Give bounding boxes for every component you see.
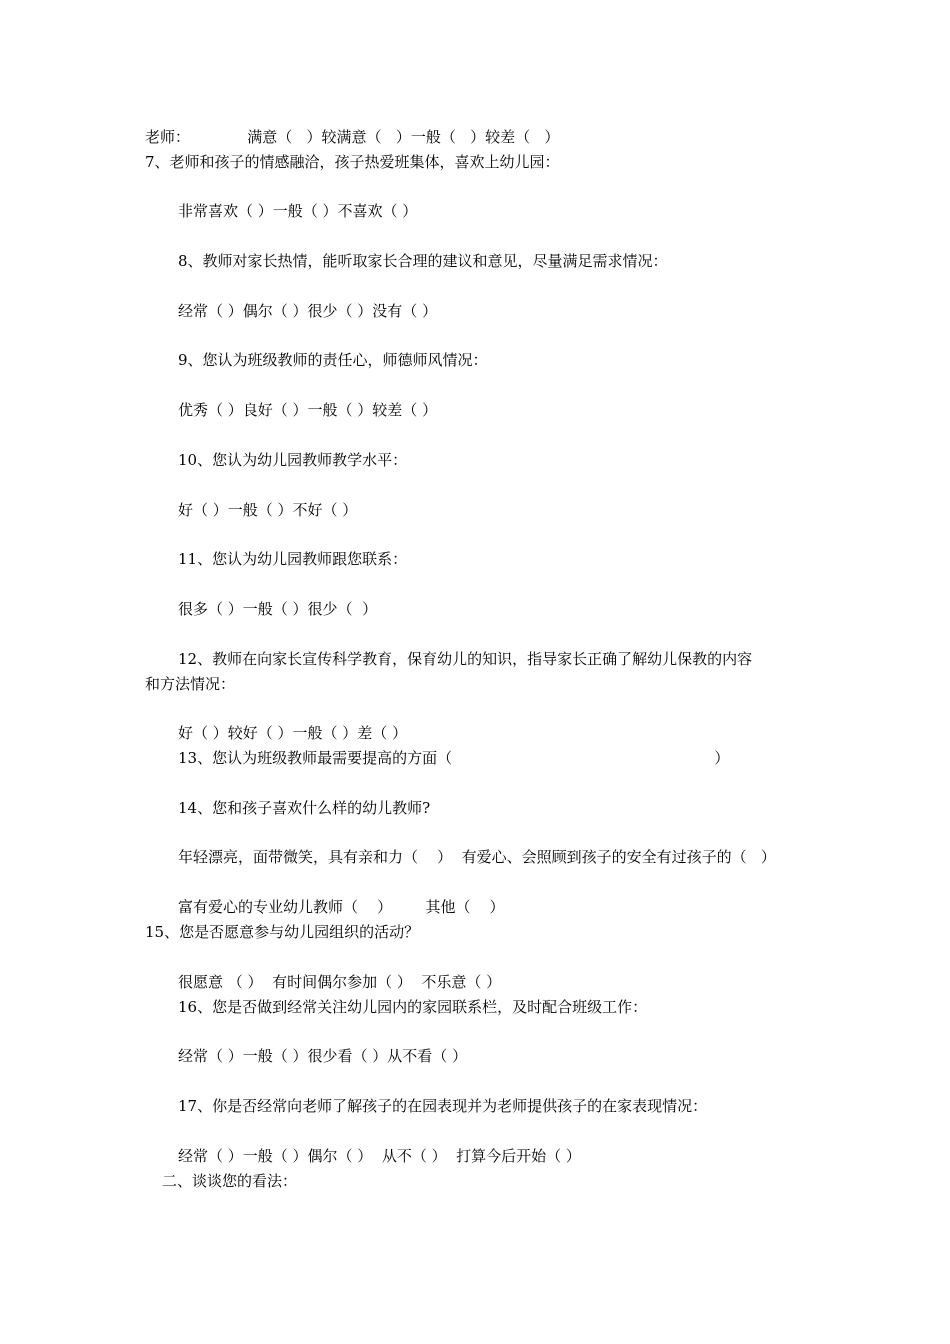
question-7-options: 非常喜欢（ ）一般（ ）不喜欢（ ） bbox=[178, 202, 418, 220]
section-2-heading: 二、谈谈您的看法： bbox=[162, 1172, 298, 1190]
question-14-options-a: 年轻漂亮，面带微笑，具有亲和力（ ） 有爱心、会照顾到孩子的安全有过孩子的（ ） bbox=[178, 848, 776, 866]
question-14-options-b: 富有爱心的专业幼儿教师（ ） 其他（ ） bbox=[178, 898, 505, 916]
question-8: 8、教师对家长热情，能听取家长合理的建议和意见，尽量满足需求情况： bbox=[178, 252, 668, 270]
question-11-options: 很多（ ）一般（ ）很少（ ） bbox=[178, 600, 378, 618]
question-17: 17、你是否经常向老师了解孩子的在园表现并为老师提供孩子的在家表现情况： bbox=[178, 1097, 708, 1115]
question-15-options: 很愿意 （ ） 有时间偶尔参加（ ） 不乐意（ ） bbox=[178, 973, 502, 991]
question-10-options: 好（ ）一般（ ）不好（ ） bbox=[178, 501, 358, 519]
question-13: 13、您认为班级教师最需要提高的方面（ ） bbox=[178, 749, 730, 767]
question-16-options: 经常（ ）一般（ ）很少看（ ）从不看（ ） bbox=[178, 1047, 468, 1065]
question-11: 11、您认为幼儿园教师跟您联系： bbox=[178, 550, 408, 568]
question-12-continued: 和方法情况： bbox=[145, 675, 236, 693]
question-10: 10、您认为幼儿园教师教学水平： bbox=[178, 451, 408, 469]
question-15: 15、您是否愿意参与幼儿园组织的活动？ bbox=[145, 923, 420, 941]
question-17-options: 经常（ ）一般（ ）偶尔（ ） 从不（ ） 打算今后开始（ ） bbox=[178, 1147, 581, 1165]
question-12: 12、教师在向家长宣传科学教育，保育幼儿的知识，指导家长正确了解幼儿保教的内容 bbox=[178, 650, 753, 668]
question-9: 9、您认为班级教师的责任心，师德师风情况： bbox=[178, 351, 488, 369]
question-14: 14、您和孩子喜欢什么样的幼儿教师? bbox=[178, 799, 431, 817]
teacher-rating-line: 老师： 满意（ ）较满意（ ）一般（ ）较差（ ） bbox=[145, 128, 560, 146]
question-9-options: 优秀（ ）良好（ ）一般（ ）较差（ ） bbox=[178, 401, 438, 419]
question-16: 16、您是否做到经常关注幼儿园内的家园联系栏，及时配合班级工作： bbox=[178, 998, 648, 1016]
question-12-options: 好（ ）较好（ ）一般（ ）差（ ） bbox=[178, 724, 408, 742]
question-8-options: 经常（ ）偶尔（ ）很少（ ）没有（ ） bbox=[178, 302, 438, 320]
question-7: 7、老师和孩子的情感融洽，孩子热爱班集体，喜欢上幼儿园： bbox=[145, 153, 560, 171]
